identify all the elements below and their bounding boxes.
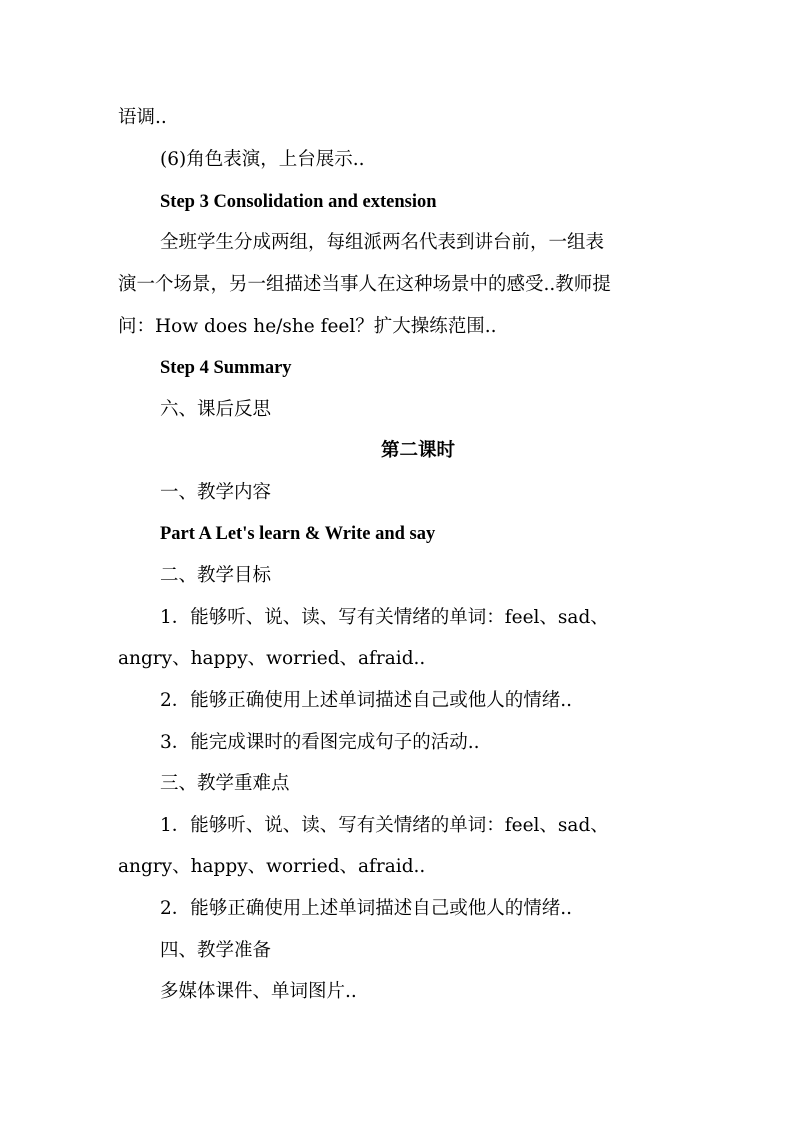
text-line: 全班学生分成两组，每组派两名代表到讲台前，一组表 [160, 232, 605, 253]
text-line: 四、教学准备 [160, 940, 272, 961]
section-heading: Step 4 Summary [160, 358, 292, 378]
text-line: 二、教学目标 [160, 565, 272, 586]
text-line: 语调.. [118, 107, 167, 128]
text-line: 3．能完成课时的看图完成句子的活动.. [160, 732, 480, 753]
text-line: angry、happy、worried、afraid.. [118, 856, 426, 877]
text-line: 演一个场景，另一组描述当事人在这种场景中的感受..教师提 [118, 274, 611, 295]
text-line: 1．能够听、说、读、写有关情绪的单词：feel、sad、 [160, 815, 609, 836]
text-line: 问：How does he/she feel？扩大操练范围.. [118, 316, 497, 337]
text-line: 一、教学内容 [160, 482, 272, 503]
lesson-title: 第二课时 [380, 441, 455, 461]
text-line: 六、课后反思 [160, 399, 272, 420]
text-line: 1．能够听、说、读、写有关情绪的单词：feel、sad、 [160, 607, 609, 628]
text-line: angry、happy、worried、afraid.. [118, 648, 426, 669]
text-line: 2．能够正确使用上述单词描述自己或他人的情绪.. [160, 690, 573, 711]
text-line: 2．能够正确使用上述单词描述自己或他人的情绪.. [160, 898, 573, 919]
text-line: (6)角色表演，上台展示.. [160, 149, 365, 170]
section-heading: Step 3 Consolidation and extension [160, 192, 437, 212]
section-heading: Part A Let's learn & Write and say [160, 524, 436, 544]
text-line: 三、教学重难点 [160, 773, 290, 794]
text-line: 多媒体课件、单词图片.. [160, 981, 357, 1002]
